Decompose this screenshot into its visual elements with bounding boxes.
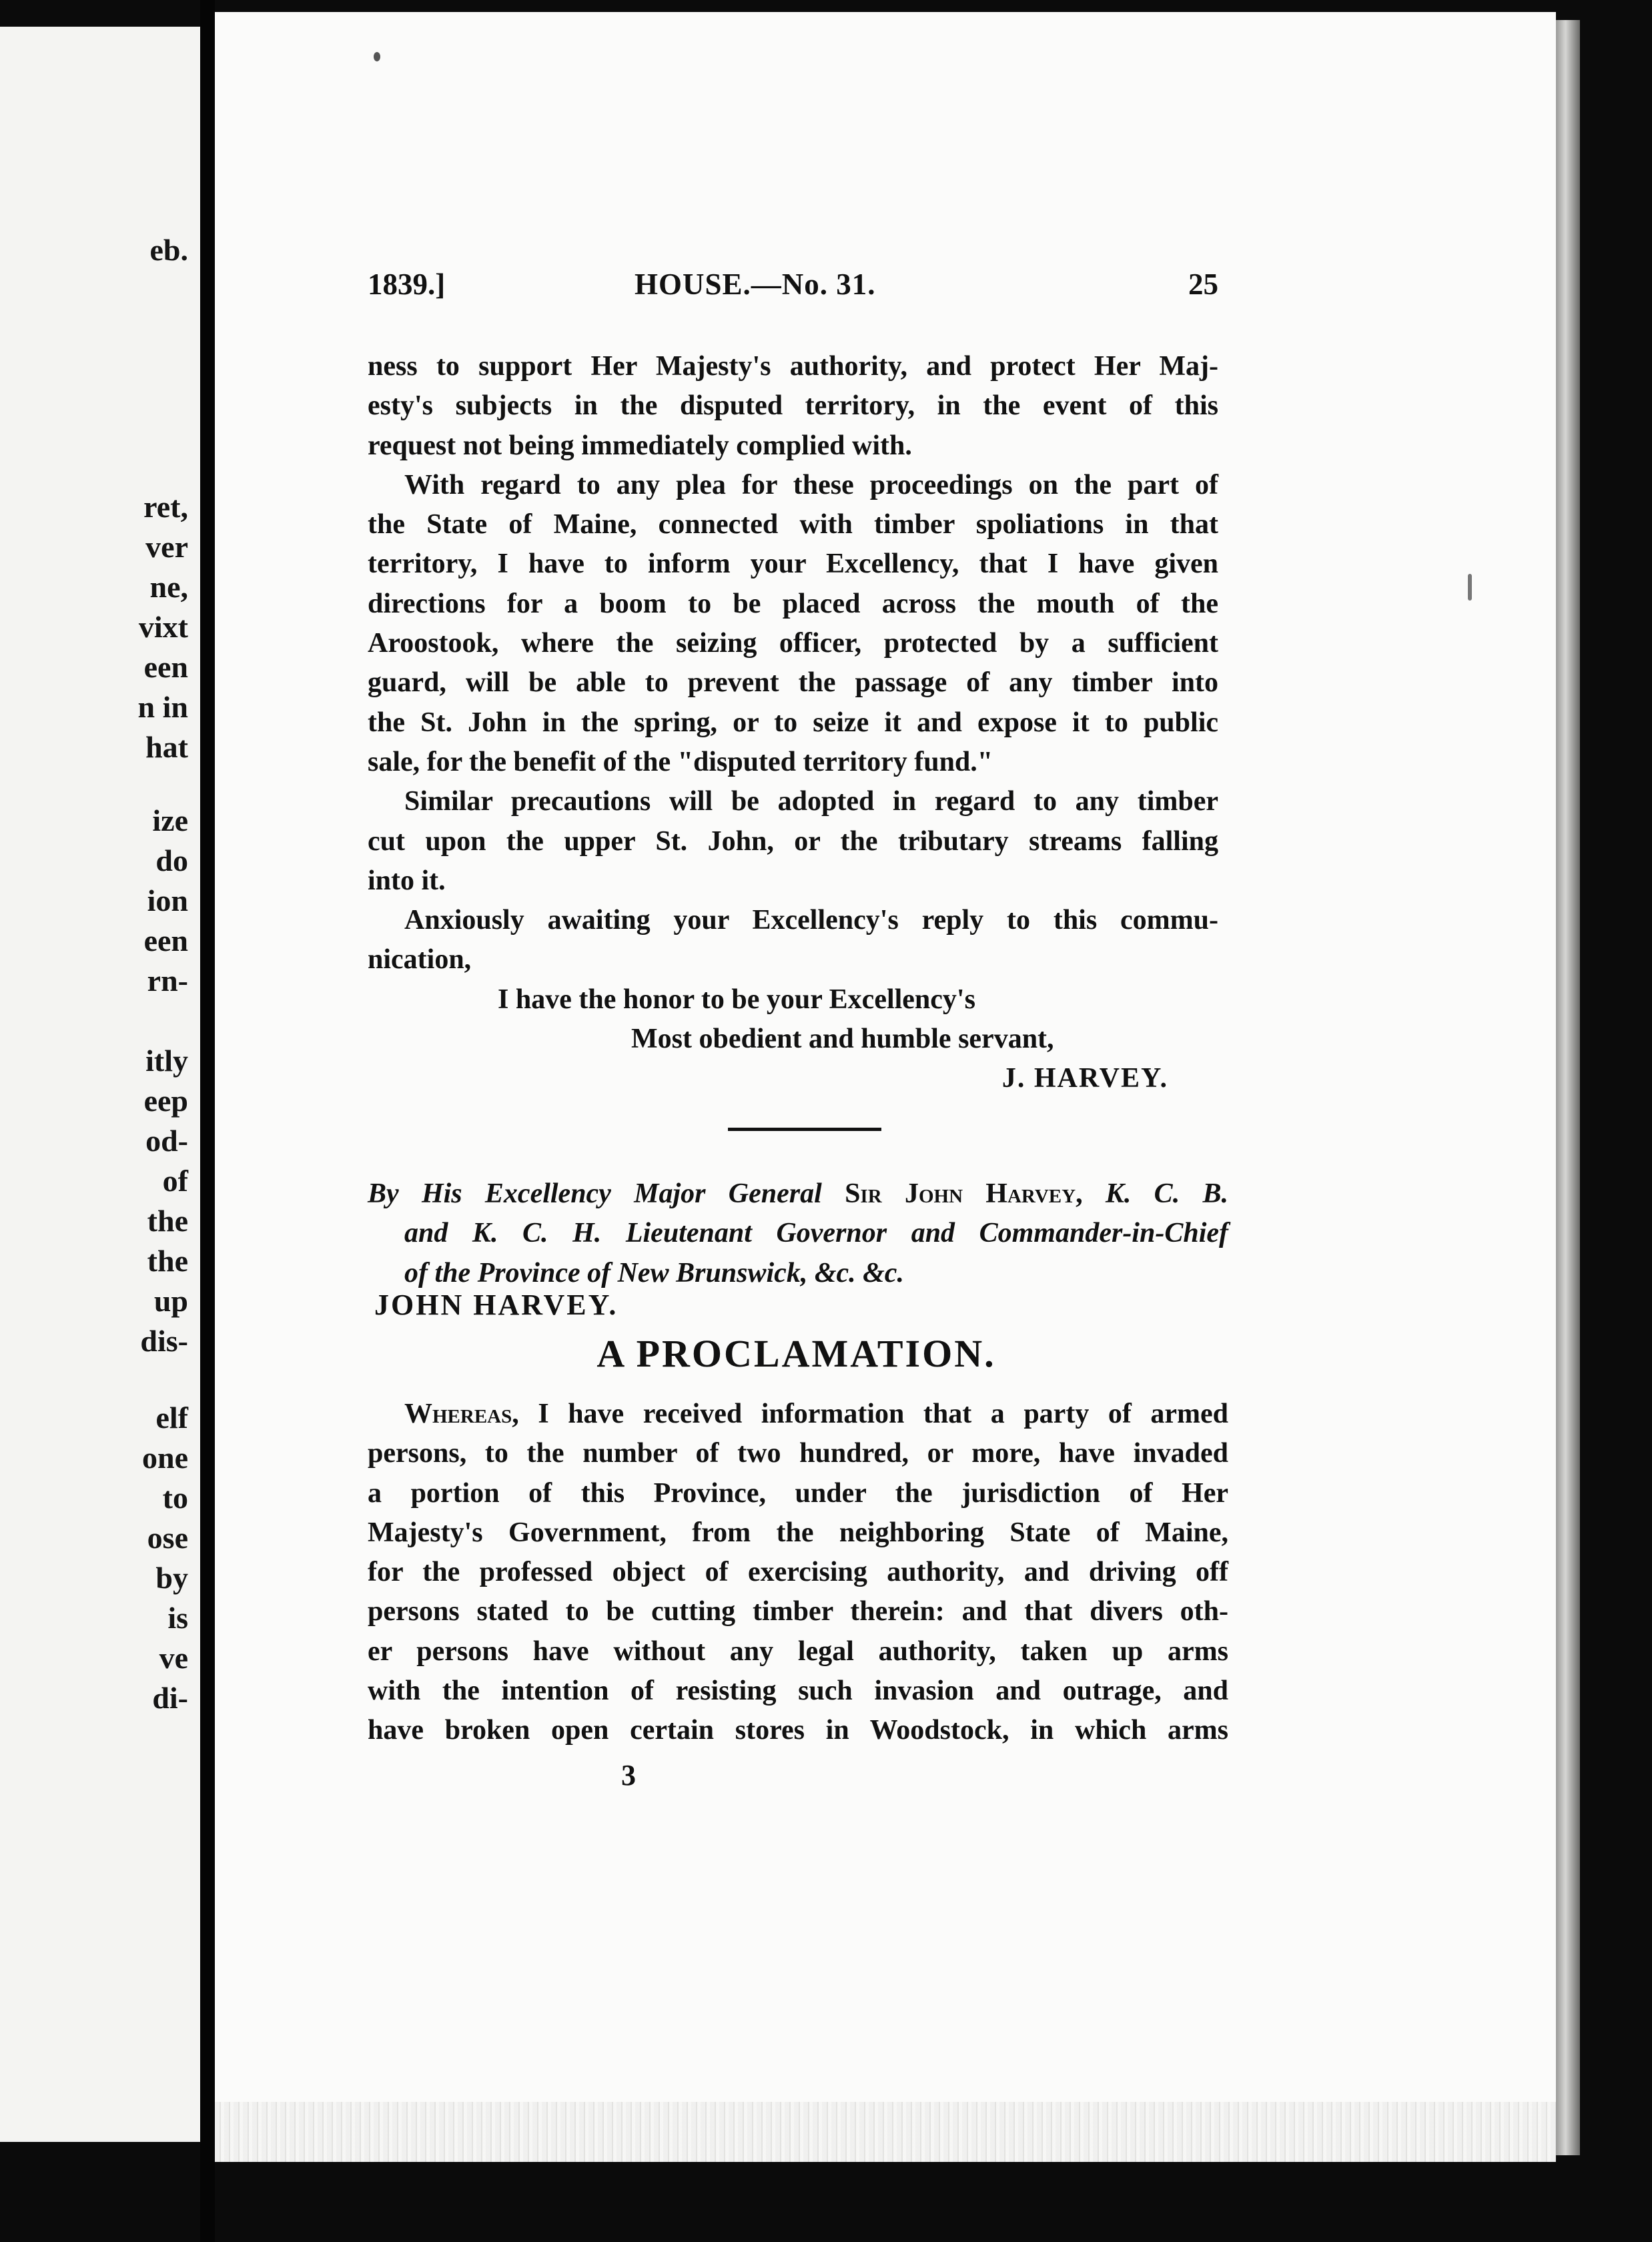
byline-kcb: K. C. B. (1105, 1178, 1229, 1209)
text-line: the State of Maine, connected with timber spoliations in that (368, 509, 1218, 540)
text-line: ness to support Her Majesty's authority, and protect Her Maj- (368, 351, 1218, 382)
left-fragment: of (162, 1164, 188, 1198)
left-fragment: ize (152, 803, 188, 837)
text-line: sale, for the benefit of the "disputed territory fund." (368, 746, 993, 777)
left-fragment: hat (145, 730, 188, 764)
left-fragment: vixt (138, 610, 188, 644)
text-line: Aroostook, where the seizing officer, protected by a sufficient (368, 628, 1218, 659)
left-fragment: een (143, 650, 188, 684)
left-facing-page (0, 27, 200, 2142)
text-line: request not being immediately complied with. (368, 430, 912, 461)
text-line: cut upon the upper St. John, or the tributary streams falling (368, 825, 1218, 857)
left-fragment: ne, (149, 570, 188, 604)
text-line (368, 1395, 1228, 1434)
text-line: er persons have without any legal authority, taken up arms (368, 1635, 1228, 1667)
header-title: HOUSE.—No. 31. (635, 268, 876, 301)
left-fragment: the (147, 1244, 188, 1278)
closing-line-2: Most obedient and humble servant, (631, 1024, 1054, 1055)
left-fragment: to (162, 1481, 188, 1515)
header-page-number: 25 (1188, 268, 1218, 301)
first-line-rest: I have received information that a party of armed (538, 1399, 1228, 1429)
text-line: Similar precautions will be adopted in regard to any timber (404, 786, 1218, 817)
byline-by: By His Excellency Major General (368, 1178, 822, 1209)
left-fragment: do (155, 843, 188, 877)
text-line: for the professed object of exercising authority, and driving off (368, 1557, 1228, 1588)
page-edge (1556, 20, 1580, 2155)
left-fragment: di- (152, 1681, 188, 1715)
left-fragment: n in (137, 690, 188, 724)
text-line: territory, I have to inform your Excellency, that I have given (368, 548, 1218, 580)
text-line: nication, (368, 944, 472, 976)
left-fragment: is (167, 1601, 188, 1635)
proclamation-byline (368, 1174, 1228, 1293)
left-fragment: up (153, 1284, 188, 1318)
byline-line-1 (368, 1174, 1228, 1214)
left-fragment: ion (147, 883, 188, 917)
letter-text (368, 347, 1218, 1099)
proclamation-signer: JOHN HARVEY. (374, 1288, 618, 1321)
lead-word: Whereas, (404, 1399, 519, 1429)
left-fragment: one (142, 1441, 188, 1475)
text-line: have broken open certain stores in Woodstock, in which arms (368, 1715, 1228, 1746)
text-line: directions for a boom to be placed across the mouth of the (368, 588, 1218, 619)
left-fragment: ret, (143, 490, 188, 524)
letter-signature: J. HARVEY. (1001, 1063, 1168, 1094)
closing-line-1: I have the honor to be your Excellency's (498, 984, 975, 1015)
text-line: With regard to any plea for these proceedings on the part of (404, 469, 1218, 500)
left-fragment: elf (155, 1401, 188, 1435)
text-line: persons, to the number of two hundred, or more, have invaded (368, 1438, 1228, 1469)
left-fragment: eep (143, 1084, 188, 1118)
left-fragment: dis- (140, 1324, 188, 1358)
text-line: the St. John in the spring, or to seize it and expose it to public (368, 707, 1218, 738)
page-speck (374, 52, 380, 61)
page-bottom-texture (215, 2102, 1556, 2162)
byline-line-3: of the Province of New Brunswick, &c. &c. (404, 1257, 904, 1288)
byline-name: Sir John Harvey, (845, 1178, 1083, 1209)
text-line: persons stated to be cutting timber therein: and that divers oth- (368, 1596, 1228, 1627)
text-line: guard, will be able to prevent the passage of any timber into (368, 667, 1218, 699)
page-mark (1468, 574, 1472, 601)
text-line: a portion of this Province, under the jurisdiction of Her (368, 1477, 1228, 1509)
header-year: 1839.] (368, 268, 446, 301)
left-fragment: ver (145, 530, 188, 564)
signature-mark: 3 (621, 1759, 636, 1792)
section-divider (728, 1128, 881, 1131)
left-fragment: een (143, 923, 188, 958)
left-fragment: eb. (149, 233, 188, 267)
left-fragment: by (155, 1561, 188, 1595)
left-fragment: itly (145, 1044, 188, 1078)
proclamation-heading: A PROCLAMATION. (596, 1332, 996, 1375)
text-line: Anxiously awaiting your Excellency's reply to this commu- (404, 905, 1218, 936)
text-line: into it. (368, 865, 446, 896)
left-fragment: rn- (147, 964, 188, 998)
left-fragment: ose (147, 1521, 188, 1555)
text-line: Majesty's Government, from the neighboring State of Maine, (368, 1517, 1228, 1548)
left-fragment: od- (145, 1124, 188, 1158)
text-line: with the intention of resisting such invasion and outrage, and (368, 1675, 1228, 1707)
byline-line-2: and K. C. H. Lieutenant Governor and Commander-in-Chief (404, 1218, 1228, 1249)
proclamation-text (368, 1395, 1228, 1751)
book-gutter (200, 0, 215, 2242)
left-fragment: ve (159, 1641, 188, 1675)
text-line: esty's subjects in the disputed territory, in the event of this (368, 390, 1218, 422)
left-fragment: the (147, 1204, 188, 1238)
running-head (368, 267, 1218, 307)
